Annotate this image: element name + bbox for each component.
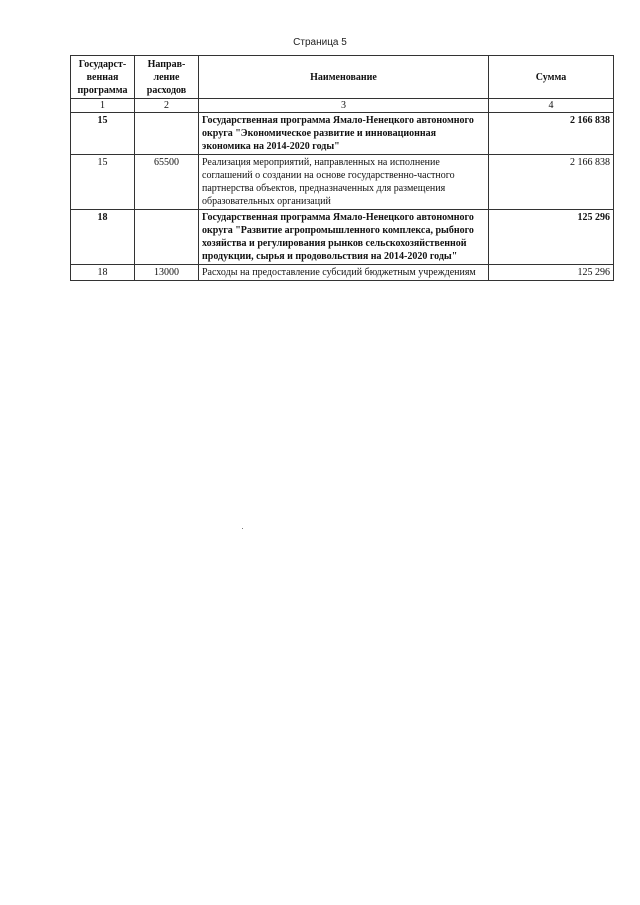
sum-cell: 2 166 838 [489,155,614,210]
name-cell: Реализация мероприятий, направленных на исполнение соглашений о создании на основе государственно-частного партнерства объектов, предназначенных для размещения образовательных организаций [199,155,489,210]
column-number: 4 [489,99,614,113]
program-cell: 18 [71,265,135,281]
name-cell: Расходы на предоставление субсидий бюджетным учреждениям [199,265,489,281]
column-number: 2 [135,99,199,113]
direction-cell: 65500 [135,155,199,210]
header-row [71,56,614,99]
page-label: Страница 5 [293,37,347,48]
header-sum: Сумма [489,56,614,99]
sum-cell: 2 166 838 [489,113,614,155]
table-row [71,155,614,210]
header-name: Наименование [199,56,489,99]
table-row [71,210,614,265]
table-row [71,265,614,281]
column-number-row [71,99,614,113]
program-cell: 15 [71,155,135,210]
table-row [71,113,614,155]
sum-cell: 125 296 [489,265,614,281]
column-number: 1 [71,99,135,113]
scan-speck [242,528,243,529]
direction-cell [135,210,199,265]
direction-cell: 13000 [135,265,199,281]
header-program: Государст-венная программа [71,56,135,99]
sum-cell: 125 296 [489,210,614,265]
name-cell: Государственная программа Ямало-Ненецкого автономного округа "Экономическое развитие и инновационная экономика на 2014-2020 годы" [199,113,489,155]
name-cell: Государственная программа Ямало-Ненецкого автономного округа "Развитие агропромышленного комплекса, рыбного хозяйства и регулирования рынков сельскохозяйственной продукции, сырья и продовольствия на 2014-2020 годы" [199,210,489,265]
program-cell: 18 [71,210,135,265]
program-cell: 15 [71,113,135,155]
direction-cell [135,113,199,155]
budget-table [70,55,614,281]
column-number: 3 [199,99,489,113]
header-direction: Направ-ление расходов [135,56,199,99]
